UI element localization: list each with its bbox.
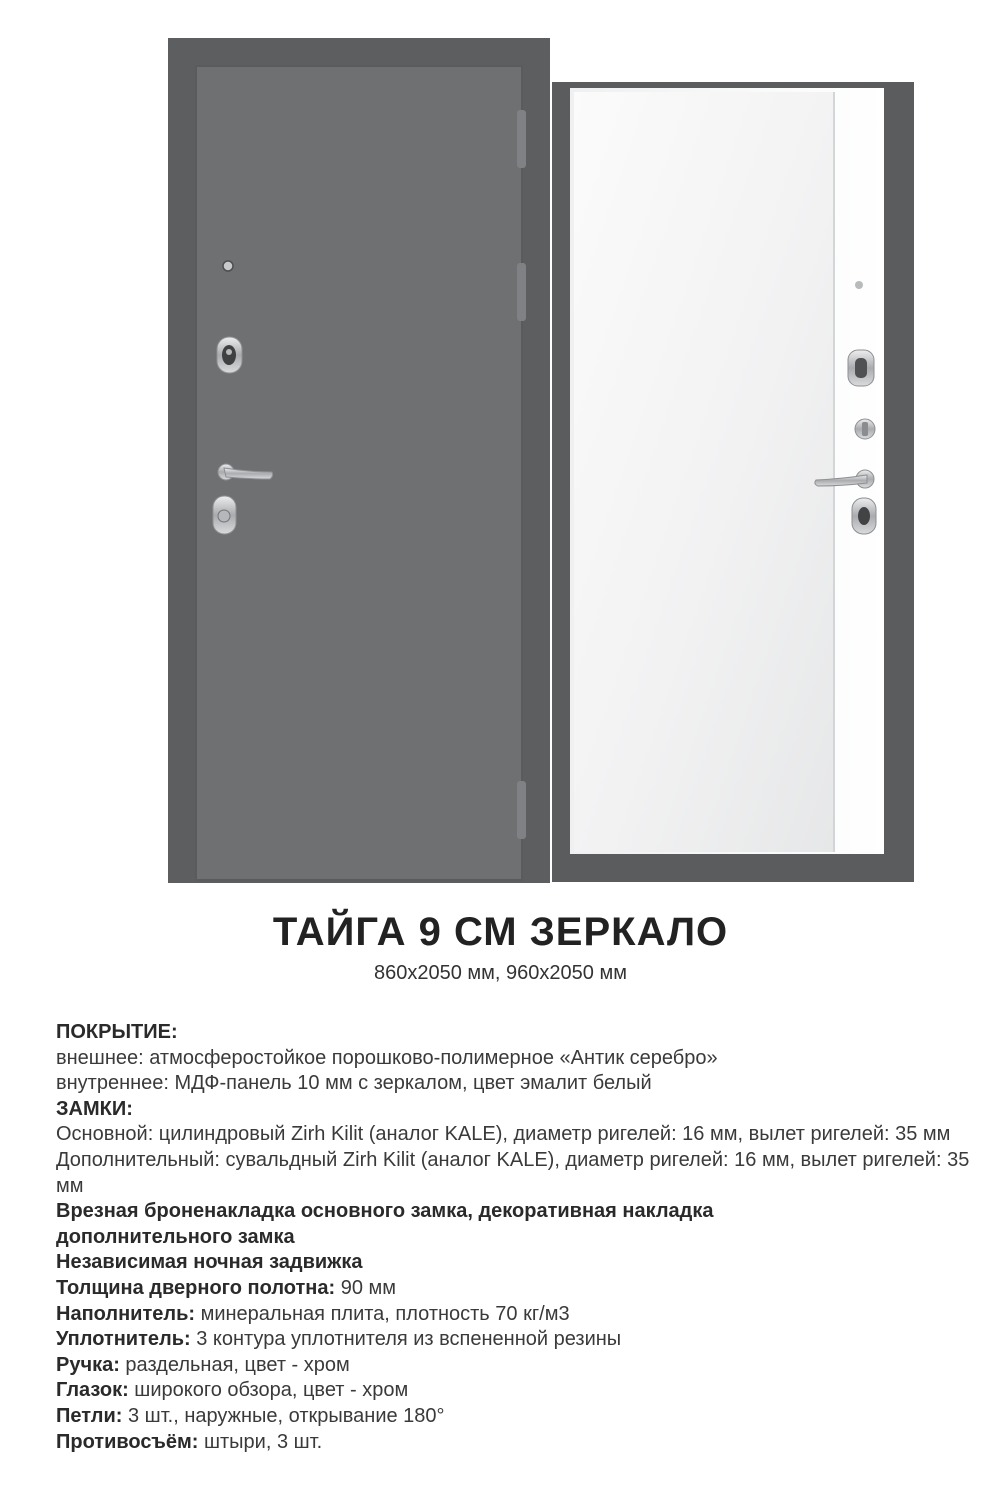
door-illustration (168, 38, 918, 883)
peephole-value: широкого обзора, цвет - хром (128, 1379, 409, 1402)
spec-antiremoval (56, 1430, 986, 1456)
seal-value: 3 контура уплотнителя из вспененной резины (190, 1328, 622, 1351)
spec-hinges (56, 1404, 986, 1430)
filler-label: Наполнитель: (56, 1302, 196, 1325)
thickness-value: 90 мм (335, 1276, 396, 1299)
antiremoval-value: штыри, 3 шт. (198, 1430, 323, 1453)
handle-value: раздельная, цвет - хром (119, 1353, 350, 1376)
coating-inner: внутреннее: МДФ-панель 10 мм с зеркалом, цвет эмалит белый (56, 1072, 652, 1095)
night-latch-text: Независимая ночная задвижка (56, 1251, 363, 1274)
coating-heading: ПОКРЫТИЕ: (56, 1021, 178, 1043)
lock-extra: Дополнительный: сувальдный Zirh Kilit (аналог KALE), диаметр ригелей: 16 мм, вылет ригелей: 35 мм (56, 1148, 970, 1197)
thickness-label: Толщина дверного полотна: (56, 1276, 336, 1299)
hinge-bottom (517, 781, 526, 839)
upper-lock (217, 337, 242, 373)
hinge-middle (517, 263, 526, 321)
filler-value: минеральная плита, плотность 70 кг/м3 (195, 1302, 570, 1325)
product-sizes: 860х2050 мм, 960х2050 мм (374, 962, 627, 984)
hinge-top (517, 110, 526, 168)
inner-lock (852, 498, 876, 534)
hinges-value: 3 шт., наружные, открывание 180° (122, 1404, 445, 1427)
armor-plate: Врезная броненакладка основного замка, декоративная накладка дополнительного замка (56, 1200, 714, 1248)
peephole-label: Глазок: (56, 1379, 129, 1402)
hinges-label: Петли: (56, 1404, 123, 1427)
peephole (223, 261, 233, 271)
inner-peephole (855, 281, 863, 289)
turn-knob (855, 419, 875, 439)
door-exterior-view (168, 38, 550, 883)
mirror (574, 92, 834, 852)
spec-thickness (56, 1276, 986, 1302)
antiremoval-label: Противосъём: (56, 1430, 199, 1453)
specifications (56, 1020, 986, 1455)
night-latch (848, 350, 874, 386)
main-lock (213, 496, 236, 534)
spec-seal (56, 1327, 986, 1353)
seal-label: Уплотнитель: (56, 1328, 191, 1351)
spec-handle (56, 1353, 986, 1379)
handle-label: Ручка: (56, 1353, 120, 1376)
spec-peephole (56, 1378, 986, 1404)
spec-filler (56, 1302, 986, 1328)
lock-main: Основной: цилиндровый Zirh Kilit (аналог KALE), диаметр ригелей: 16 мм, вылет ригелей: 35 мм (56, 1123, 951, 1146)
product-title: ТАЙГА 9 СМ ЗЕРКАЛО (272, 910, 729, 954)
coating-outer: внешнее: атмосферостойкое порошково-полимерное «Антик серебро» (56, 1046, 718, 1069)
locks-heading: ЗАМКИ: (56, 1097, 133, 1120)
door-interior-view (550, 56, 918, 883)
